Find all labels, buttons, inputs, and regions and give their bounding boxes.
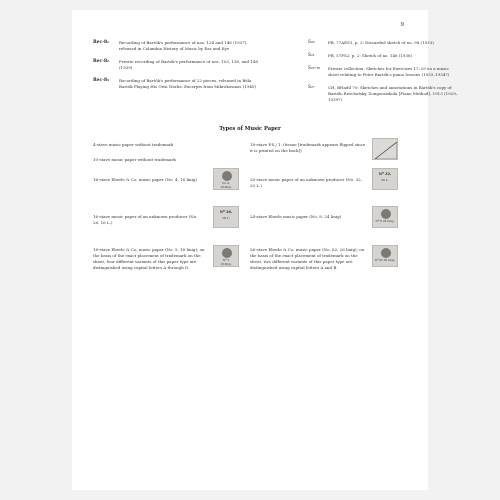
trademark-label: Nº 32. [378, 172, 392, 176]
trademark-thumbnail [213, 206, 239, 228]
reference-code: S₂₇ [308, 85, 315, 90]
reference-text: PB, 77AES1, p. 3: Discarded sketch of no. 98 (1933) [328, 40, 434, 45]
reference-code: S₂₀ [308, 40, 315, 45]
trademark-emblem-icon [222, 171, 232, 181]
reference-code: Rec-8₁ [93, 40, 109, 45]
reference-row [93, 40, 261, 52]
trademark-thumbnail [372, 168, 398, 190]
reference-code: Rec-8₃ [93, 78, 109, 83]
trademark-thumbnail [213, 168, 239, 190]
paper-type-entry: 26-stave Eberle & Co. music paper (No. 82, 26 linig); on the basis of the exact placement of trademark on the sheet, two different variants of this paper type are distinguished using capital letters A and B. [250, 247, 365, 270]
reference-row [308, 85, 458, 103]
trademark-emblem-icon [381, 209, 391, 219]
trademark-label: Nº 26. [219, 210, 233, 214]
reference-code: S₂₂–₂₆ [308, 66, 321, 71]
reference-row [93, 78, 261, 90]
trademark-thumbnail [372, 245, 398, 267]
paper-type-entry: 20-stave music paper of an unknown producer (No. 32, 20 L.) [250, 177, 362, 188]
paper-type-entry: 24-stave Eberle music paper (No. 8, 24 linig) [250, 214, 342, 219]
trademark-label: 16 L. [222, 216, 230, 220]
section-title: Types of Music Paper [219, 126, 281, 132]
trademark-thumbnail [213, 245, 239, 267]
trademark-label: No 4. [222, 181, 230, 185]
trademark-thumbnail [372, 206, 398, 228]
flipped-trademark-icon [373, 139, 398, 160]
trademark-emblem-icon [222, 248, 232, 258]
reference-row [308, 66, 458, 78]
reference-text: Private recording of Bartók's performance of nos. 103, 138, and 148 (1939) [119, 59, 258, 70]
trademark-label: Nº 82 26 linig. [374, 258, 396, 262]
reference-row [308, 53, 458, 59]
trademark-label: Nº 5 [222, 258, 230, 262]
paper-type-entry: 18-stave P.S./ 1. (tissue [trademark appears flipped since it is printed on the back]) [250, 142, 366, 153]
paper-type-entry: 16-stave music paper of an unknown producer (No. 26, 16 L.) [93, 214, 198, 225]
paper-type-entry: 16-stave Eberle & Co. music paper (No. 4, 16 linig) [93, 177, 198, 182]
trademark-label: 20 L. [381, 178, 389, 182]
reference-code: Rec-8₂ [93, 59, 109, 64]
reference-text: PB, 57PS2, p. 2: Sketch of no. 146 (1936) [328, 53, 413, 58]
trademark-thumbnail [372, 138, 398, 160]
trademark-label: 18 linig. [220, 262, 232, 266]
paper-type-entry: 10-stave music paper without trademark [93, 157, 176, 162]
references-right [308, 40, 458, 110]
reference-text: Recording of Bartók's performance of 22 pieces, released in Béla Bartók Playing His Own Works: Excerpts from Mikrokosmos (1940) [119, 78, 257, 89]
references-left [93, 40, 261, 97]
reference-code: S₂₁ [308, 53, 315, 58]
paper-type-entry: 18-stave Eberle & Co. music paper (No. 5, 18 linig); on the basis of the exact placement of trademark on the sheet, four different variants of this paper type are distinguished using capital letters A through D. [93, 247, 205, 270]
paper-type-entry: 4-stave music paper without trademark [93, 142, 174, 147]
trademark-label: 16 linig. [220, 185, 232, 189]
reference-row [308, 40, 458, 46]
reference-text: Recording of Bartók's performance of nos. 124 and 146 (1937), released in Columbia History of Music by Ear and Eye [119, 40, 248, 51]
reference-text: CH, BHadd 70: Sketches and annotations in Bartók's copy of Bartók–Reschofsky, Zongoraiskola [Piano Method], 1913 (1929–1939?) [328, 85, 458, 102]
reference-text: Private collection: Sketches for Exercises 17–29 on a music sheet relating to Peter Bartók's piano lessons (1933–1934?) [328, 66, 450, 77]
trademark-label: Nº 8 24 linig. [375, 219, 395, 223]
trademark-emblem-icon [381, 248, 391, 258]
document-page [72, 10, 458, 490]
reference-row [93, 59, 261, 71]
page-number: 9 [400, 22, 404, 28]
